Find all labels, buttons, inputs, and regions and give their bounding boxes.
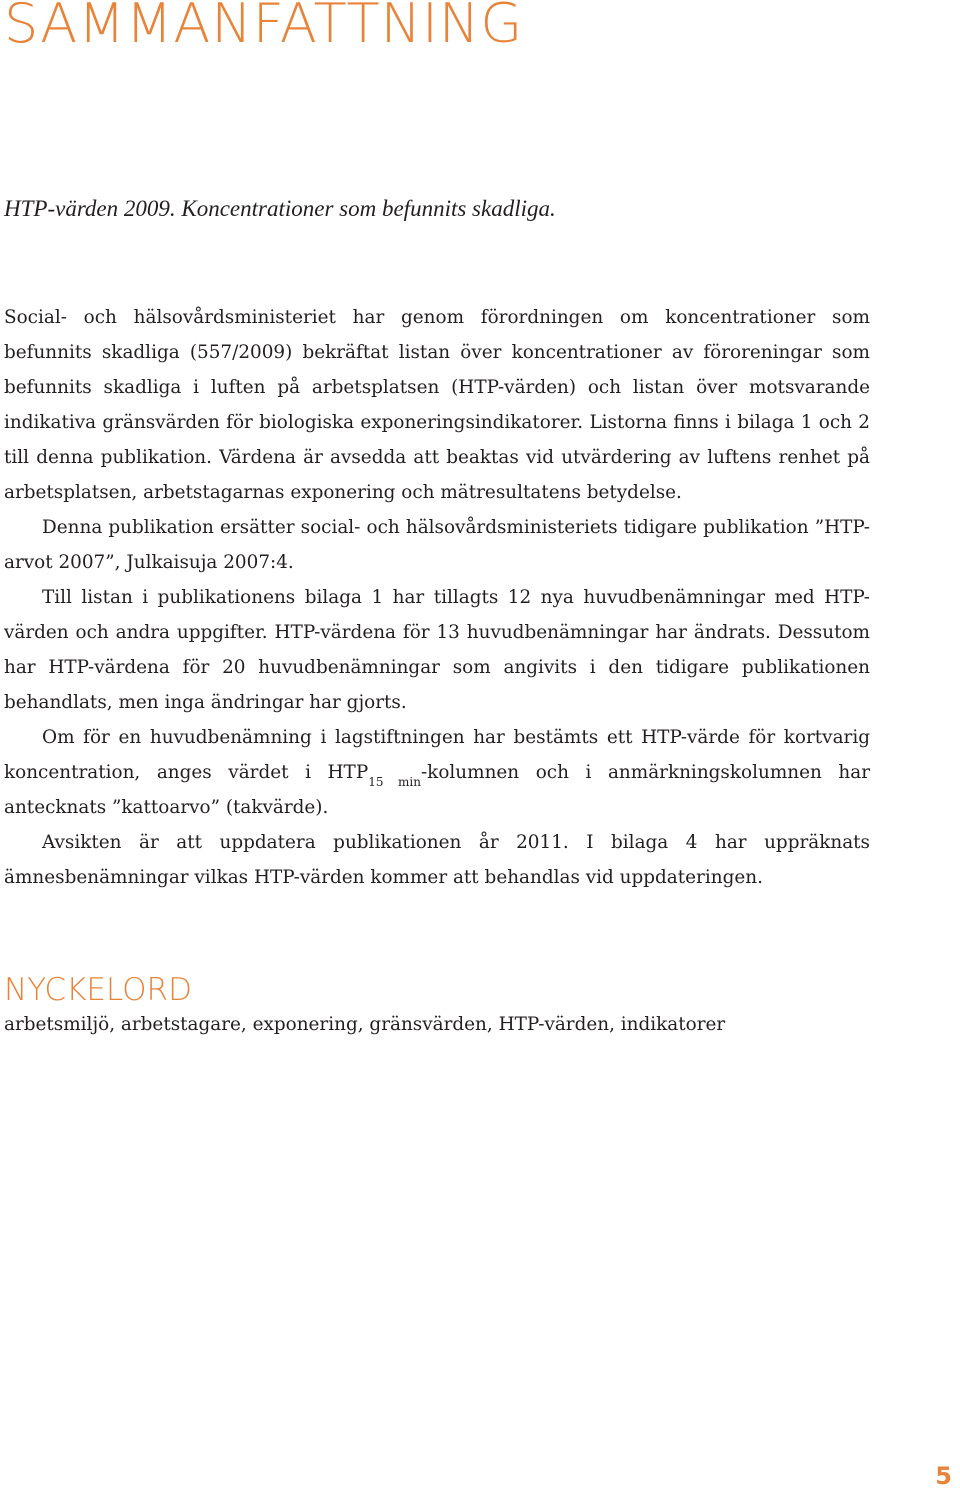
paragraph-update-plan: Avsikten är att uppdatera publikationen år 2011. I bilaga 4 har uppräknats ämnesbenämningar vilkas HTP-värden kommer att behandlas vid uppdateringen. [4,832,870,888]
page-number: 5 [935,1462,952,1490]
keywords-heading: NYCKELORD [4,972,192,1008]
keywords-list: arbetsmiljö, arbetstagare, exponering, gränsvärden, HTP-värden, indikatorer [4,1014,726,1035]
paragraph-replacement: Denna publikation ersätter social- och hälsovårdsministeriets tidigare publikation ”HTP-arvot 2007”, Julkaisuja 2007:4. [4,517,870,573]
paragraph-short-term-value [4,720,870,825]
paragraph-short-term-text-2: -kolumnen och i anmärkningskolumnen har antecknats ”kattoarvo” (takvärde). [4,762,870,818]
page-heading: SAMMANFATTNING [4,0,524,55]
document-subtitle: HTP-värden 2009. Koncentrationer som befunnits skadliga. [4,196,556,221]
paragraph-short-term-text-1: Om för en huvudbenämning i lagstiftningen har bestämts ett HTP-värde för kortvarig koncentration, anges värdet i HTP [4,727,870,783]
paragraph-changes: Till listan i publikationens bilaga 1 har tillagts 12 nya huvudbenämningar med HTP-värden och andra uppgifter. HTP-värdena för 13 huvudbenämningar har ändrats. Dessutom har HTP-värdena för 20 huvudbenämningar som angivits i den tidigare publikationen behandlats, men inga ändringar har gjorts. [4,587,870,713]
paragraph-intro: Social- och hälsovårdsministeriet har genom förordningen om koncentrationer som befunnits skadliga (557/2009) bekräftat listan över koncentrationer av föroreningar som befunnits skadliga i luften på arbetsplatsen (HTP-värden) och listan över motsvarande indikativa gränsvärden för biologiska exponeringsindikatorer. Listorna finns i bilaga 1 och 2 till denna publikation. Värdena är avsedda att beaktas vid utvärdering av luftens renhet på arbetsplatsen, arbetstagarnas exponering och mätresultatens betydelse. [4,307,870,503]
htp-subscript: 15 min [368,775,421,789]
summary-body [4,300,870,895]
